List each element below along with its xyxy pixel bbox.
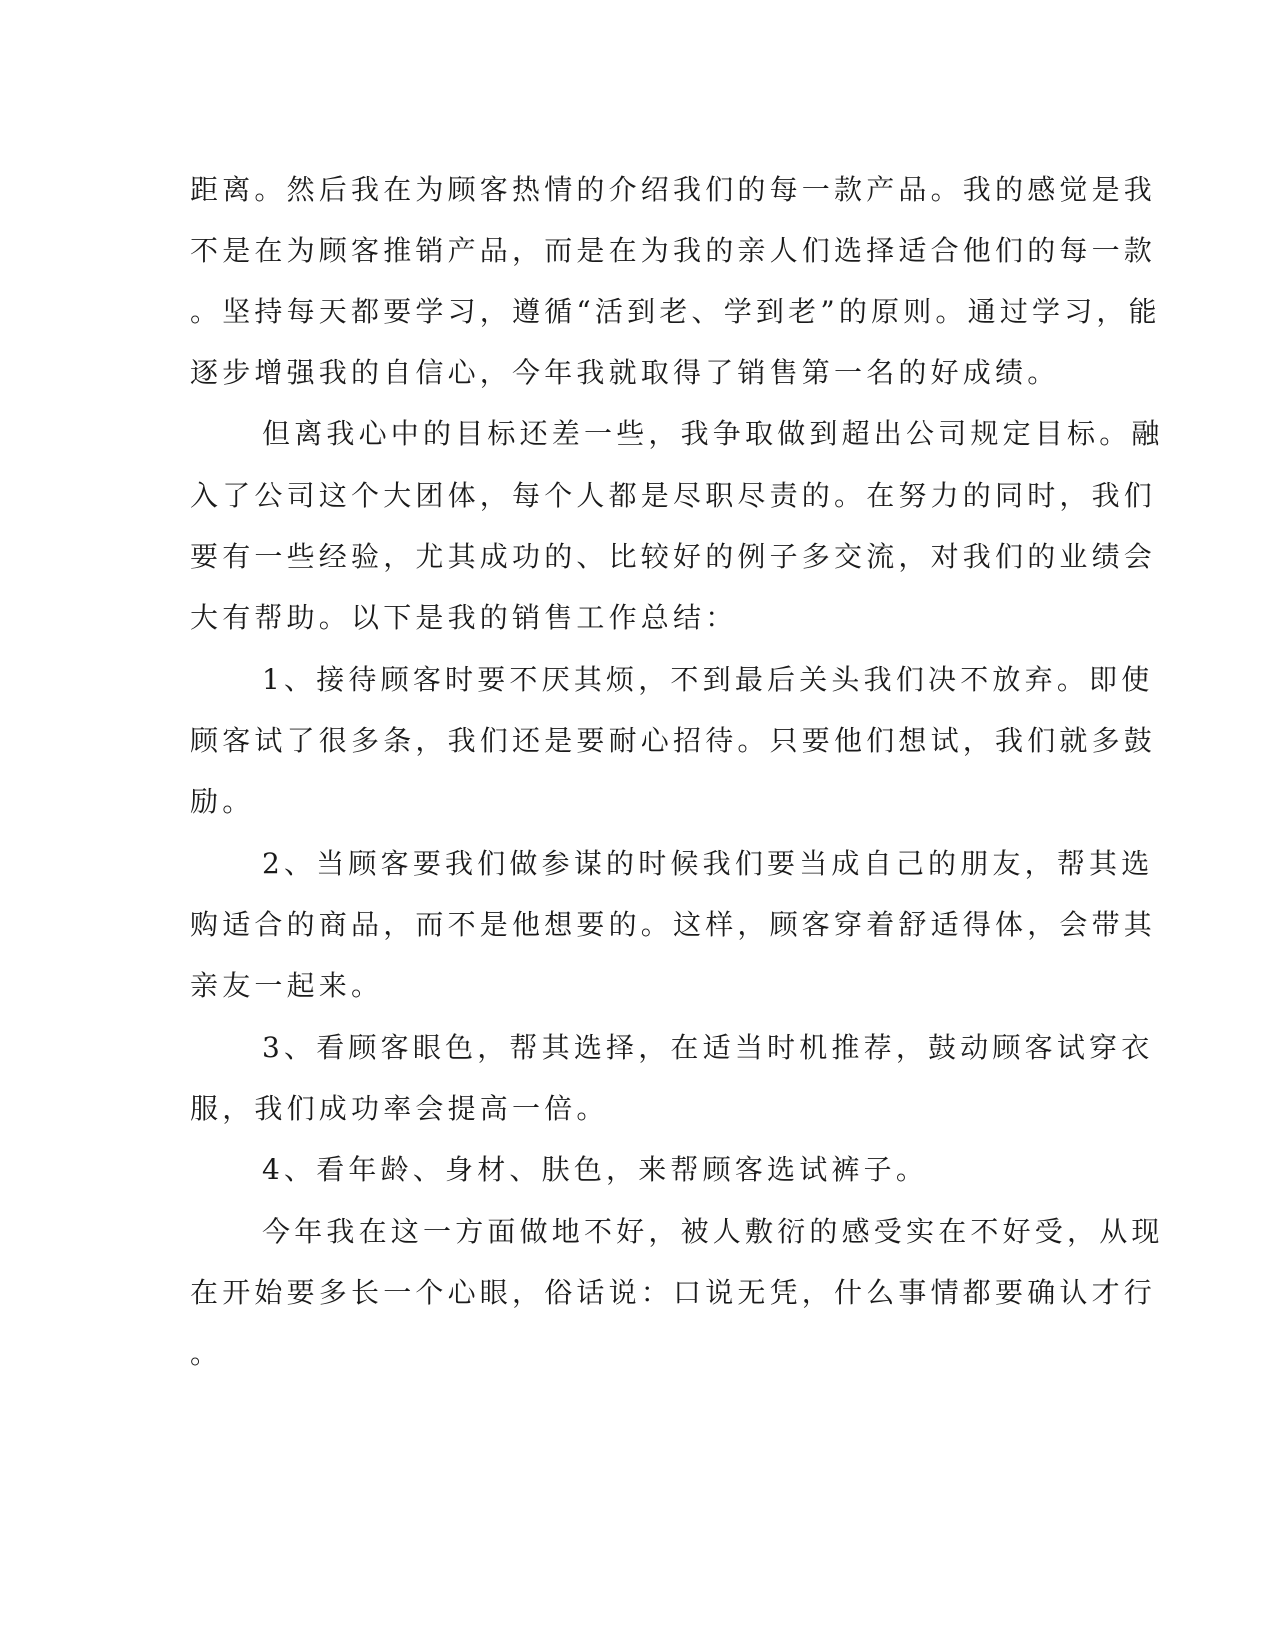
list-item-1-line-1: 1、接待顾客时要不厌其烦，不到最后关头我们决不放弃。即使: [262, 663, 1154, 696]
paragraph-2-line-1: 但离我心中的目标还差一些，我争取做到超出公司规定目标。融: [262, 417, 1164, 450]
paragraph-2-line-3: 要有一些经验，尤其成功的、比较好的例子多交流，对我们的业绩会: [190, 540, 1157, 573]
paragraph-3-line-2: 在开始要多长一个心眼，俗话说：口说无凭，什么事情都要确认才行: [190, 1276, 1157, 1309]
list-item-4-line-1: 4、看年龄、身材、肤色，来帮顾客选试裤子。: [262, 1153, 929, 1186]
list-item-2-line-1: 2、当顾客要我们做参谋的时候我们要当成自己的朋友，帮其选: [262, 847, 1154, 880]
list-item-3-line-1: 3、看顾客眼色，帮其选择，在适当时机推荐，鼓动顾客试穿衣: [262, 1031, 1154, 1064]
list-item-3-line-2: 服，我们成功率会提高一倍。: [190, 1092, 609, 1125]
list-item-1-line-3: 励。: [190, 785, 255, 818]
list-item-1-line-2: 顾客试了很多条，我们还是要耐心招待。只要他们想试，我们就多鼓: [190, 724, 1157, 757]
paragraph-1-line-1: 距离。然后我在为顾客热情的介绍我们的每一款产品。我的感觉是我: [190, 173, 1157, 206]
paragraph-3-line-1: 今年我在这一方面做地不好，被人敷衍的感受实在不好受，从现: [262, 1215, 1164, 1248]
paragraph-2-line-4: 大有帮助。以下是我的销售工作总结：: [190, 601, 738, 634]
list-item-2-line-2: 购适合的商品，而不是他想要的。这样，顾客穿着舒适得体，会带其: [190, 908, 1157, 941]
paragraph-3-line-3: 。: [190, 1337, 223, 1370]
paragraph-1-line-2: 不是在为顾客推销产品，而是在为我的亲人们选择适合他们的每一款: [190, 234, 1157, 267]
list-item-2-line-3: 亲友一起来。: [190, 969, 384, 1002]
paragraph-2-line-2: 入了公司这个大团体，每个人都是尽职尽责的。在努力的同时，我们: [190, 479, 1157, 512]
paragraph-1-line-3: 。坚持每天都要学习，遵循“活到老、学到老”的原则。通过学习，能: [190, 295, 1161, 328]
paragraph-1-line-4: 逐步增强我的自信心，今年我就取得了销售第一名的好成绩。: [190, 356, 1060, 389]
